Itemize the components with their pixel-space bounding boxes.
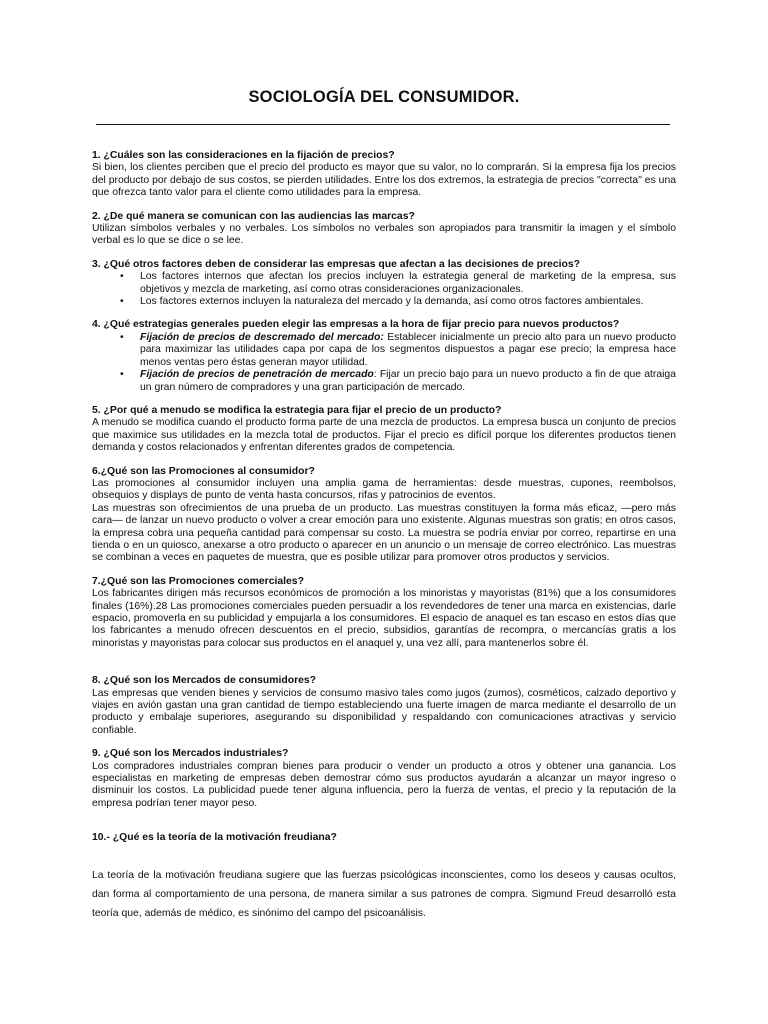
title-underline: [96, 124, 670, 125]
answer-7: Los fabricantes dirigen más recursos económicos de promoción a los minoristas y mayoristas (81%) que a los consumidores finales (16%).28 Las promociones comerciales pueden persuadir a los revendedores de tener una marca en existencias, darle espacio, promoverla en su publicidad y empujarla a los consumidores. El espacio de anaquel es tan escaso en estos días que los fabricantes a menudo ofrecen descuentos en el precio, subsidios, garantías de recompra, o mercancías gratis a los minoristas y mayoristas para colocar sus productos en el anaquel y, una vez allí, para mantenerlos sobre él.: [92, 588, 676, 649]
question-10: 10.- ¿Qué es la teoría de la motivación freudiana?: [92, 832, 337, 844]
strategy-text: Establecer inicialmente un precio alto para un nuevo producto para maximizar las utilidades capa por capa de los segmentos dispuestos a pagar ese precio; la empresa hace menos ventas pero éstas generan mayor utilidad.: [140, 331, 677, 368]
answer-5: A menudo se modifica cuando el producto forma parte de una mezcla de productos. La empresa busca un conjunto de precios que maximice sus utilidades en la mezcla total de productos. Fijar el precio es difícil porque los diferentes productos tienen demanda y costos relacionados y enfrentan diferentes grados de competencia.: [92, 417, 676, 454]
section-5: [92, 405, 676, 455]
section-7: [92, 576, 676, 650]
question-8: 8. ¿Qué son los Mercados de consumidores?: [92, 675, 317, 687]
answer-1: Si bien, los clientes perciben que el precio del producto es mayor que su valor, no lo comprarán. Si la empresa fija los precios del producto por debajo de sus costos, se pierden utilidades. Entre los dos extremos, la estrategia de precios "correcta" es una que ofrezca tanto valor para el cliente como utilidades para la empresa.: [92, 162, 676, 199]
answer-6-samples: Las muestras son ofrecimientos de una prueba de un producto. Las muestras constituyen la forma más eficaz, —pero más cara— de lanzar un nuevo producto o volver a crear emoción para uno existente. Algunas muestras son gratis; en otros casos, la empresa cobra una pequeña cantidad para compensar su costo. La muestra se podría enviar por correo, repartirse en una tienda o en un quiosco, anexarse a otro producto o aparecer en un anuncio o un mensaje de correo electrónico. Las muestras se combinan a veces en paquetes de muestra, que es posible utilizar para promover otros productos y servicios.: [92, 502, 676, 564]
question-7: 7.¿Qué son las Promociones comerciales?: [92, 575, 304, 587]
question-1: 1. ¿Cuáles son las consideraciones en la fijación de precios?: [92, 150, 395, 161]
question-5: 5. ¿Por qué a menudo se modifica la estrategia para fijar el precio de un producto?: [92, 404, 502, 416]
section-6: [92, 466, 676, 565]
bullet-item: [92, 369, 676, 394]
bullet-item: • Los factores externos incluyen la naturaleza del mercado y la demanda, así como otros factores ambientales.: [92, 296, 676, 308]
page-title: SOCIOLOGÍA DEL CONSUMIDOR.: [248, 88, 520, 106]
section-4: [92, 319, 676, 393]
question-9: 9. ¿Qué son los Mercados industriales?: [92, 748, 289, 760]
question-2: 2. ¿De qué manera se comunican con las audiencias las marcas?: [92, 210, 415, 222]
strategy-label: Fijación de precios de descremado del mercado:: [140, 331, 384, 343]
answer-2: Utilizan símbolos verbales y no verbales. Los símbolos no verbales son apropiados para transmitir la imagen y el símbolo verbal es lo que se dice o se lee.: [92, 223, 676, 247]
section-8: [92, 675, 676, 737]
question-3: 3. ¿Qué otros factores deben de considerar las empresas que afectan a las decisiones de precios?: [92, 258, 580, 270]
strategy-label: Fijación de precios de penetración de mercado: [140, 369, 374, 381]
bullet-item: [92, 332, 676, 369]
bullet-item: • Los factores internos que afectan los precios incluyen la estrategia general de marketing de la empresa, sus objetivos y mezcla de marketing, así como otras consideraciones organizacionales.: [92, 271, 676, 296]
question-4: 4. ¿Qué estrategias generales pueden elegir las empresas a la hora de fijar precio para nuevos productos?: [92, 319, 620, 331]
answer-8: Las empresas que venden bienes y servicios de consumo masivo tales como jugos (zumos), cosméticos, calzado deportivo y viajes en avión gastan una gran cantidad de tiempo estableciendo una fuerte imagen de marca mediante el desarrollo de un producto y embalaje superiores, asegurando su disponibilidad y respaldando con comunicaciones atractivas y servicio confiable.: [92, 687, 676, 736]
question-6: 6.¿Qué son las Promociones al consumidor?: [92, 465, 315, 477]
answer-6: Las promociones al consumidor incluyen una amplia gama de herramientas: desde muestras, cupones, reembolsos, obsequios y displays de punto de venta hasta concursos, rifas y patrocinios de eventos.: [92, 477, 676, 502]
section-10: [92, 832, 676, 922]
answer-9: Los compradores industriales compran bienes para producir o vender un producto a otros y obtener una ganancia. Los especialistas en marketing de empresas deben demostrar cómo sus productos ayudarán a alcanzar un mayor ingreso o disminuir los costos. La publicidad puede tener alguna influencia, pero la fuerza de ventas, el precio y la reputación de la empresa podrían tener mayor peso.: [92, 760, 676, 809]
strategy-text: : Fijar un precio bajo para un nuevo producto a fin de que atraiga un gran número de compradores y una gran participación de mercado.: [140, 369, 676, 393]
bullet-list-3: [92, 271, 676, 308]
document-body: [92, 150, 676, 923]
section-1: [92, 150, 676, 200]
section-9: [92, 748, 676, 810]
answer-10: La teoría de la motivación freudiana sugiere que las fuerzas psicológicas inconscientes, como los deseos y causas ocultos, dan forma al comportamiento de una persona, de manera similar a sus patrones de compra. Sigmund Freud desarrolló esta teoría que, además de médico, es sinónimo del campo del psicoanálisis.: [92, 869, 676, 919]
section-2: [92, 211, 676, 248]
section-3: [92, 259, 676, 309]
bullet-list-4: [92, 332, 676, 394]
